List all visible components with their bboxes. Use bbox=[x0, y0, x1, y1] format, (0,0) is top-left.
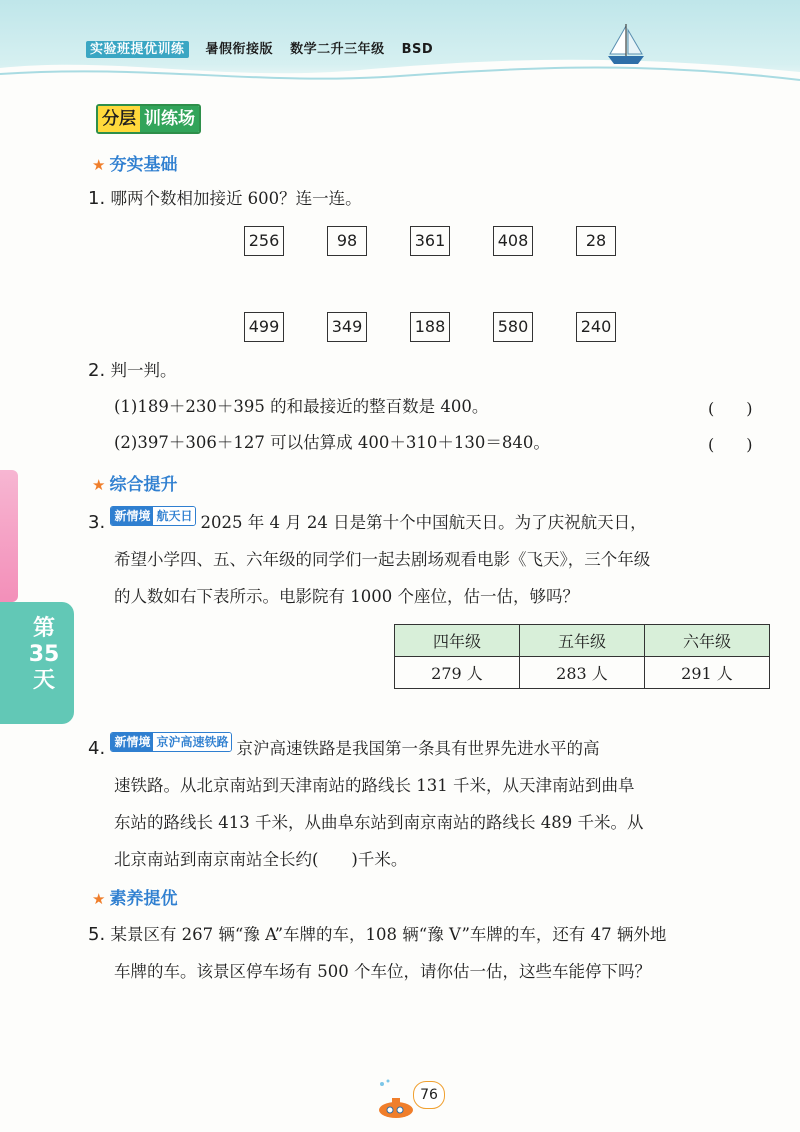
day-tab-label: 第35天 bbox=[28, 616, 60, 693]
question-number: 5. bbox=[88, 924, 106, 945]
table-header: 四年级 bbox=[395, 625, 520, 657]
table-header: 五年级 bbox=[520, 625, 645, 657]
question-line: 希望小学四、五、六年级的同学们一起去剧场观看电影《飞天》，三个年级 bbox=[114, 550, 651, 569]
publisher-label: BSD bbox=[401, 42, 434, 57]
number-box-bottom[interactable]: 580 bbox=[493, 312, 533, 342]
question-line: 某景区有 267 辆“豫 A”车牌的车，108 辆“豫 V”车牌的车，还有 47 辆外地 bbox=[110, 925, 667, 944]
question-1 bbox=[88, 188, 362, 210]
side-pink-strip bbox=[0, 470, 18, 602]
page-header bbox=[0, 0, 800, 92]
number-box-bottom[interactable]: 499 bbox=[244, 312, 284, 342]
section-comprehensive-label: 综合提升 bbox=[109, 475, 178, 495]
edition-label: 暑假衔接版 bbox=[205, 42, 274, 57]
number-box-top[interactable]: 256 bbox=[244, 226, 284, 256]
number-box-top[interactable]: 28 bbox=[576, 226, 616, 256]
section-literacy-label: 素养提优 bbox=[109, 889, 178, 909]
star-icon: ★ bbox=[92, 476, 106, 494]
answer-paren-2[interactable]: ( ) bbox=[708, 435, 753, 454]
new-context-tag: 新情境 航天日 bbox=[110, 506, 196, 526]
table-cell: 279 人 bbox=[395, 657, 520, 689]
table-cell: 291 人 bbox=[645, 657, 770, 689]
question-number: 3. bbox=[88, 512, 106, 533]
question-line: 东站的路线长 413 千米，从曲阜东站到南京南站的路线长 489 千米。从 bbox=[114, 813, 644, 832]
question-number: 4. bbox=[88, 738, 106, 759]
number-box-top[interactable]: 98 bbox=[327, 226, 367, 256]
section-literacy-heading bbox=[92, 884, 177, 909]
section-comprehensive-heading bbox=[92, 470, 177, 495]
section-basics-heading bbox=[92, 150, 177, 175]
section-badge bbox=[96, 104, 201, 134]
question-number: 1. bbox=[88, 188, 106, 209]
table-cell: 283 人 bbox=[520, 657, 645, 689]
series-title: 实验班提优训练 bbox=[86, 41, 189, 58]
question-line: 2025 年 4 月 24 日是第十个中国航天日。为了庆祝航天日， bbox=[200, 513, 647, 532]
judgement-item-2: (2)397＋306＋127 可以估算成 400＋310＋130＝840。 bbox=[114, 433, 550, 452]
question-text: 判一判。 bbox=[110, 361, 177, 380]
question-3 bbox=[88, 504, 778, 615]
number-box-bottom[interactable]: 349 bbox=[327, 312, 367, 342]
question-5 bbox=[88, 916, 778, 990]
answer-paren-1[interactable]: ( ) bbox=[708, 399, 753, 418]
number-box-top[interactable]: 408 bbox=[493, 226, 533, 256]
question-line: 京沪高速铁路是我国第一条具有世界先进水平的高 bbox=[236, 739, 600, 758]
question-line: 车牌的车。该景区停车场有 500 个车位，请你估一估，这些车能停下吗？ bbox=[114, 962, 651, 981]
question-2 bbox=[88, 360, 176, 382]
subject-label: 数学二升三年级 bbox=[290, 42, 385, 57]
header-title-bar bbox=[86, 38, 445, 57]
number-box-top[interactable]: 361 bbox=[410, 226, 450, 256]
question-text: 哪两个数相加接近 600？连一连。 bbox=[110, 189, 362, 208]
submarine-icon bbox=[372, 1078, 416, 1122]
page-number: 76 bbox=[413, 1081, 445, 1109]
section-badge-part1: 分层 bbox=[98, 106, 140, 132]
question-line: 北京南站到南京南站全长约( )千米。 bbox=[114, 850, 408, 869]
sailboat-icon bbox=[604, 22, 648, 70]
grade-count-table bbox=[394, 624, 770, 689]
star-icon: ★ bbox=[92, 156, 106, 174]
table-header: 六年级 bbox=[645, 625, 770, 657]
header-wave-decoration bbox=[0, 52, 800, 96]
question-line: 的人数如右下表所示。电影院有 1000 个座位，估一估，够吗？ bbox=[114, 587, 579, 606]
new-context-tag: 新情境 京沪高速铁路 bbox=[110, 732, 232, 752]
section-basics-label: 夯实基础 bbox=[109, 155, 178, 175]
section-badge-part2: 训练场 bbox=[140, 106, 199, 132]
number-box-bottom[interactable]: 240 bbox=[576, 312, 616, 342]
judgement-item-1: (1)189＋230＋395 的和最接近的整百数是 400。 bbox=[114, 397, 489, 416]
number-box-bottom[interactable]: 188 bbox=[410, 312, 450, 342]
star-icon: ★ bbox=[92, 890, 106, 908]
question-4 bbox=[88, 730, 778, 878]
question-number: 2. bbox=[88, 360, 106, 381]
question-line: 速铁路。从北京南站到天津南站的路线长 131 千米，从天津南站到曲阜 bbox=[114, 776, 635, 795]
